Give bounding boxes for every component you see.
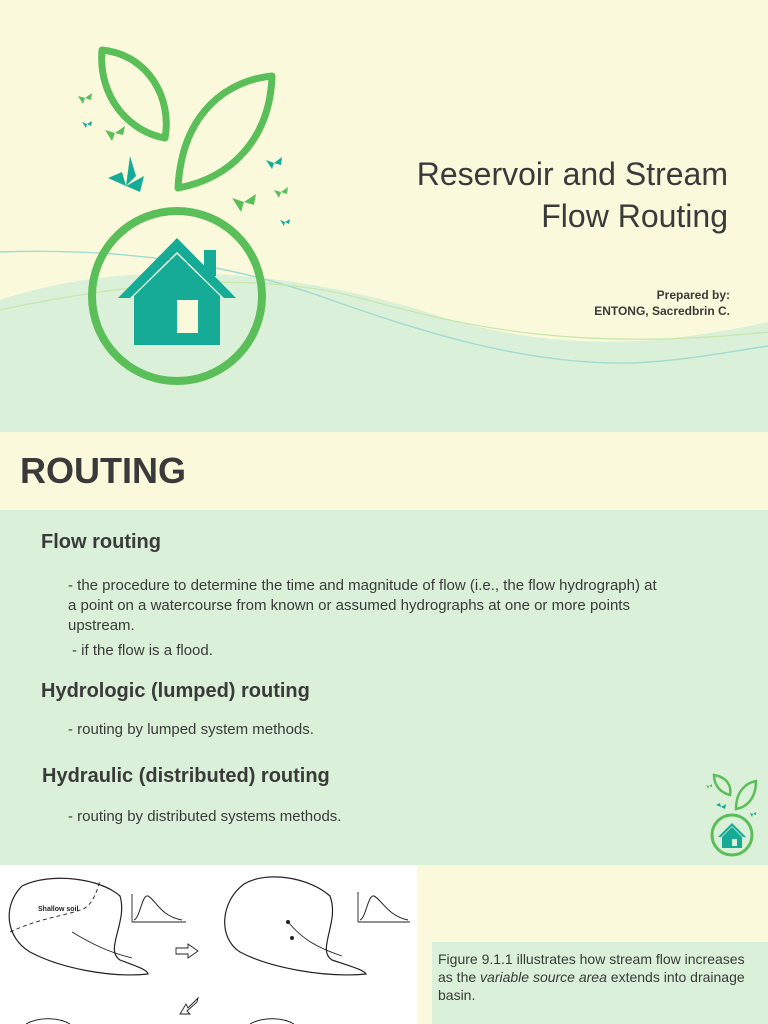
presentation-title-line-2: Flow Routing <box>541 198 728 234</box>
author-name: ENTONG, Sacredbrin C. <box>594 304 730 318</box>
section-title-flow-routing: Flow routing <box>41 531 161 553</box>
flow-routing-line-3: upstream. <box>68 617 135 634</box>
title-slide <box>0 0 768 432</box>
section-title-hydraulic-routing: Hydraulic (distributed) routing <box>42 765 330 787</box>
section-title-hydrologic-routing: Hydrologic (lumped) routing <box>41 680 310 702</box>
caption-text-end: extends into drainage basin. <box>438 969 745 1003</box>
presentation-title-line-1: Reservoir and Stream <box>416 156 728 192</box>
figure-caption <box>438 950 758 1004</box>
flow-routing-line-2: a point on a watercourse from known or assumed hydrographs at one or more points <box>68 597 630 614</box>
prepared-by-label: Prepared by: <box>656 288 730 302</box>
flow-routing-extra: - if the flow is a flood. <box>72 642 213 659</box>
small-house-logo-icon <box>702 771 762 861</box>
house-logo-icon <box>68 44 298 389</box>
figure-slide <box>0 866 768 1024</box>
hydrologic-routing-line: - routing by lumped system methods. <box>68 721 314 738</box>
slide-heading: ROUTING <box>20 450 186 491</box>
flow-routing-line-1: - the procedure to determine the time and magnitude of flow (i.e., the flow hydrograph) at <box>68 577 657 594</box>
hydraulic-routing-line: - routing by distributed systems methods. <box>68 808 342 825</box>
watershed-diagram <box>0 866 417 1024</box>
variable-source-area-figure <box>0 866 417 1024</box>
caption-emphasis: variable source area <box>480 969 607 985</box>
caption-box <box>432 942 768 1024</box>
routing-slide <box>0 433 768 865</box>
caption-text-start: Figure 9.1.1 illustrates how stream flow increases as the <box>438 951 745 985</box>
shallow-soil-label: Shallow soil <box>38 906 79 913</box>
